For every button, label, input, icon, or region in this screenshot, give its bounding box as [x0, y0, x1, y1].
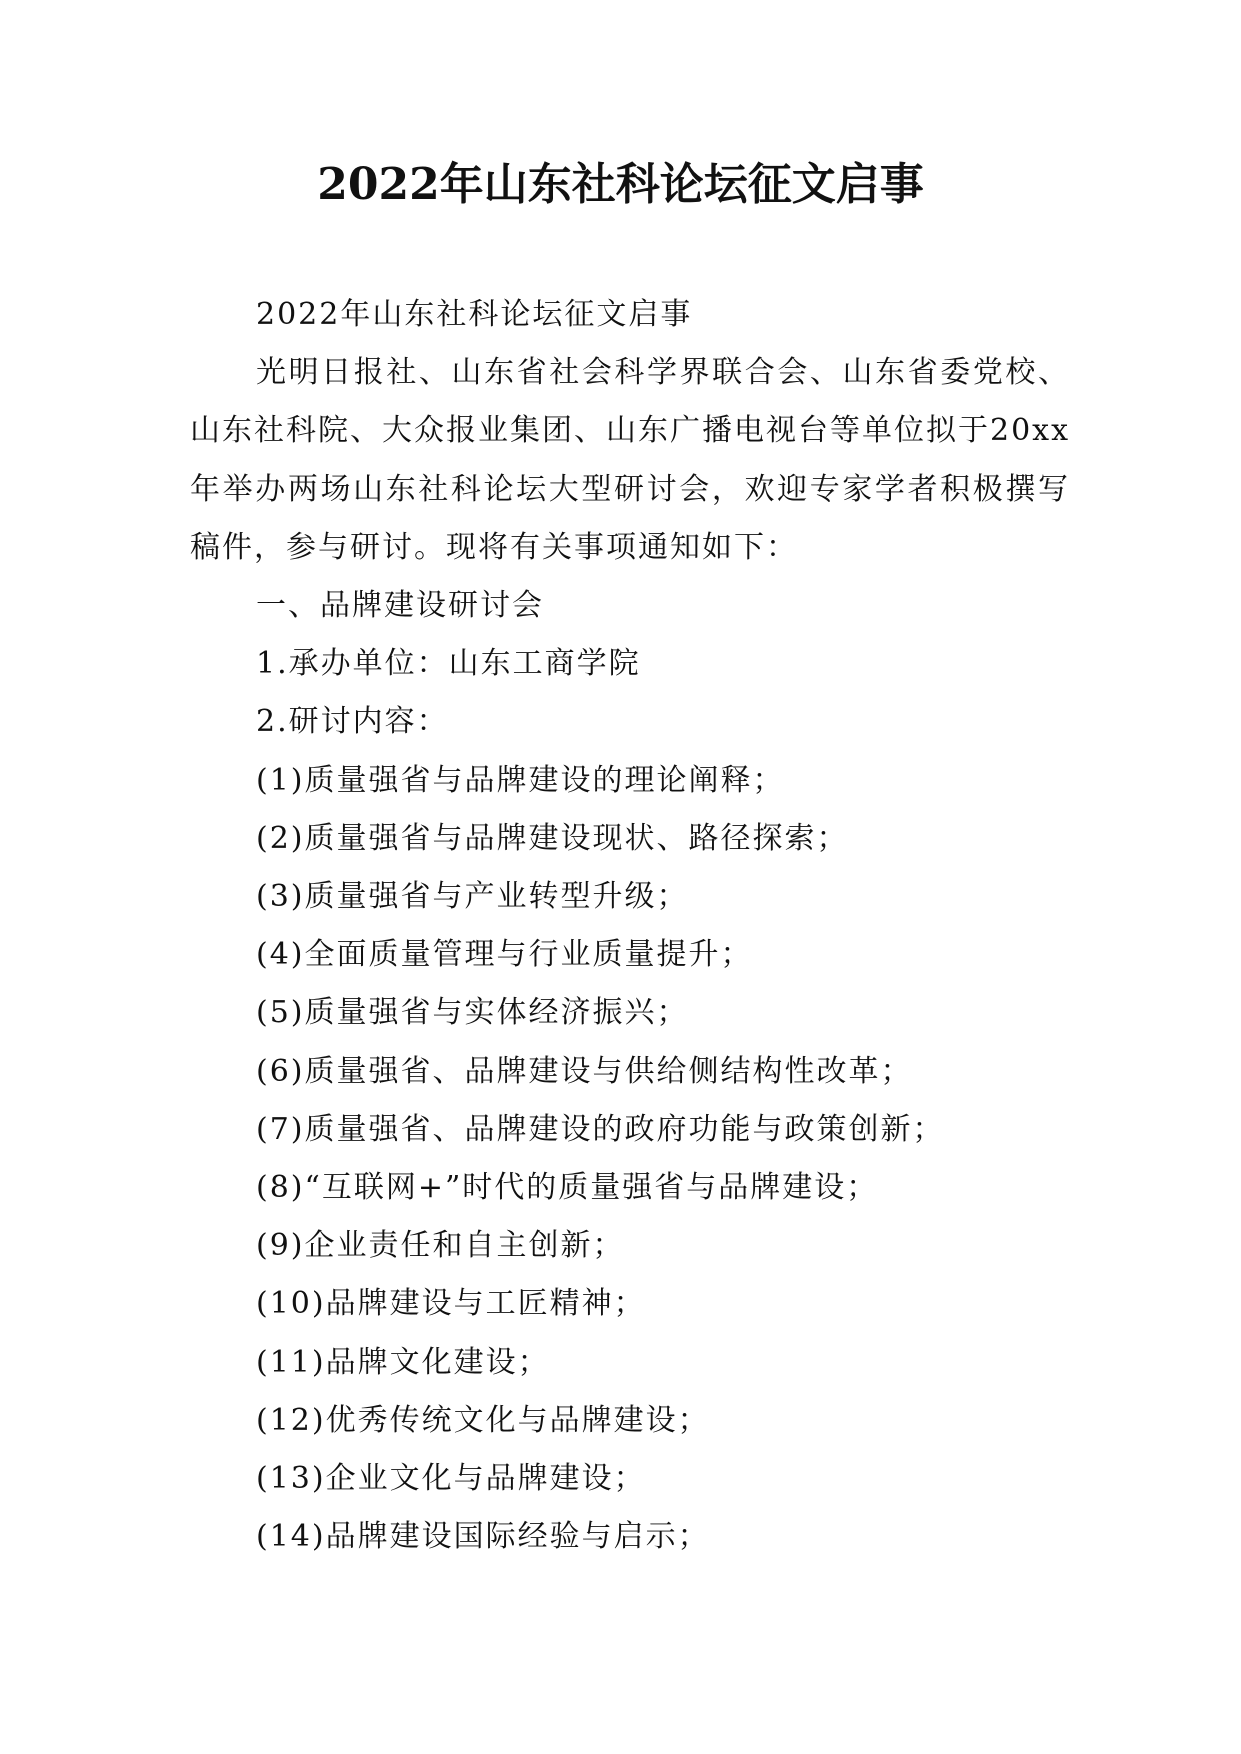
topic-item: (12)优秀传统文化与品牌建设；: [256, 1402, 710, 1438]
document-body: [190, 286, 1070, 1566]
topic-item: (5)质量强省与实体经济振兴；: [256, 995, 689, 1031]
paragraph-organizer: 1.承办单位：山东工商学院: [256, 646, 641, 682]
topic-item: (1)质量强省与品牌建设的理论阐释；: [256, 762, 785, 798]
topic-item: (7)质量强省、品牌建设的政府功能与政策创新；: [256, 1111, 945, 1147]
paragraph-intro: 光明日报社、山东省社会科学界联合会、山东省委党校、山东社科院、大众报业集团、山东广播电视台等单位拟于20xx年举办两场山东社科论坛大型研讨会，欢迎专家学者积极撰写稿件，参与研讨。现将有关事项通知如下：: [190, 355, 1071, 565]
topic-item: (6)质量强省、品牌建设与供给侧结构性改革；: [256, 1053, 913, 1089]
section-heading-brand-seminar: 一、品牌建设研讨会: [256, 588, 544, 624]
paragraph-heading-repeat: 2022年山东社科论坛征文启事: [256, 297, 693, 332]
topic-item: (9)企业责任和自主创新；: [256, 1228, 625, 1264]
topic-item: (8)“互联网+”时代的质量强省与品牌建设；: [256, 1170, 879, 1206]
topic-item: (10)品牌建设与工匠精神；: [256, 1286, 646, 1322]
topic-item: (4)全面质量管理与行业质量提升；: [256, 937, 753, 973]
topic-item: (2)质量强省与品牌建设现状、路径探索；: [256, 820, 849, 856]
paragraph-topics-heading: 2.研讨内容：: [256, 704, 449, 740]
topic-item: (13)企业文化与品牌建设；: [256, 1461, 646, 1497]
topic-item: (14)品牌建设国际经验与启示；: [256, 1519, 710, 1555]
document-title: 2022年山东社科论坛征文启事: [317, 159, 924, 210]
topic-item: (11)品牌文化建设；: [256, 1344, 550, 1380]
topic-item: (3)质量强省与产业转型升级；: [256, 879, 689, 915]
